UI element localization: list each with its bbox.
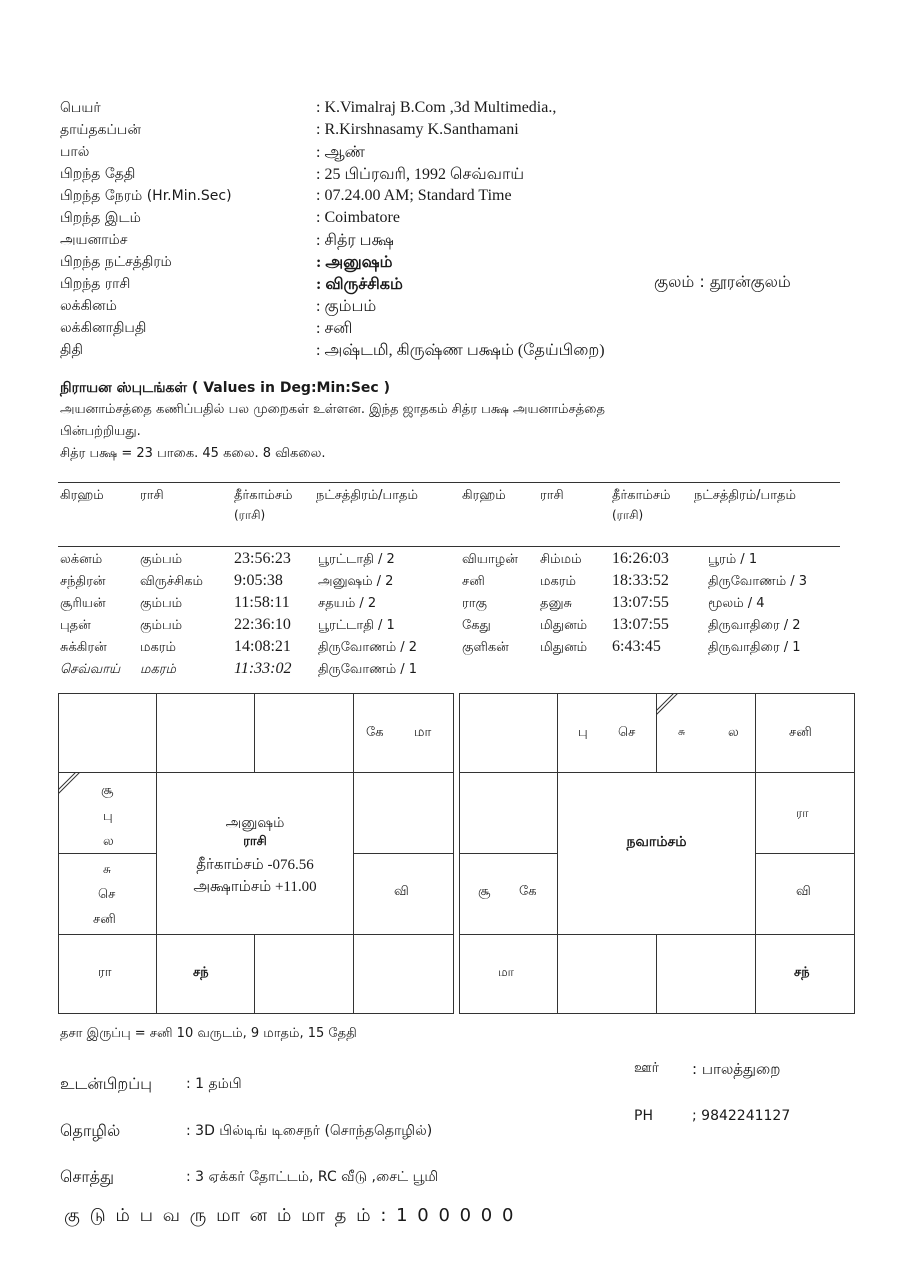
grid-line xyxy=(755,853,854,854)
table-subheader: (ராசி) xyxy=(612,508,644,522)
job-value: : 3D பில்டிங் டிசைநர் (சொந்ததொழில்) xyxy=(186,1123,433,1139)
corner-mark-icon xyxy=(58,772,82,796)
rasi-center-star: அனுஷம் xyxy=(225,815,285,831)
table-cell: விருச்சிகம் xyxy=(140,574,203,589)
table-cell: 22:36:10 xyxy=(234,616,291,633)
nirayana-paragraph-line2: பின்பற்றியது. xyxy=(60,424,141,439)
table-top-rule xyxy=(58,482,840,483)
oor-label: ஊர் xyxy=(634,1060,659,1076)
nirayana-paragraph-line1: அயனாம்சத்தை கணிப்பதில் பல முறைகள் உள்ளன. இந்த ஜாதகம் சித்ர பக்ஷ அயனாம்சத்தை xyxy=(60,402,605,417)
table-cell: தனுசு xyxy=(540,596,573,611)
grid-line xyxy=(353,693,354,1013)
rasi-planet: வி xyxy=(394,884,409,899)
table-cell: சதயம் / 2 xyxy=(318,596,377,611)
property-label: சொத்து xyxy=(60,1167,114,1186)
table-cell: குளிகன் xyxy=(462,640,509,655)
profile-label: தாய்தகப்பன் xyxy=(60,122,141,138)
table-cell: சுக்கிரன் xyxy=(60,640,107,655)
table-cell: கும்பம் xyxy=(140,552,183,567)
table-cell: 23:56:23 xyxy=(234,550,291,567)
navamsa-planet: சூ xyxy=(478,884,491,899)
grid-line xyxy=(755,693,756,1013)
rasi-planet: சனி xyxy=(93,912,116,927)
table-header: தீர்காம்சம் xyxy=(234,488,293,503)
ph-label: PH xyxy=(634,1108,653,1124)
table-cell: கும்பம் xyxy=(140,596,183,611)
table-cell: ராகு xyxy=(462,596,487,611)
table-cell: 13:07:55 xyxy=(612,594,669,611)
grid-line xyxy=(58,934,453,935)
profile-value: : K.Vimalraj B.Com ,3d Multimedia., xyxy=(316,99,557,116)
table-cell: கும்பம் xyxy=(140,618,183,633)
rasi-planet: கே xyxy=(366,725,384,740)
table-cell: திருவோணம் / 1 xyxy=(318,662,418,677)
profile-value: : Coimbatore xyxy=(316,209,400,226)
table-cell: கேது xyxy=(462,618,491,633)
profile-label: அயனாம்ச xyxy=(60,232,128,248)
grid-line xyxy=(353,853,453,854)
navamsa-planet: செ xyxy=(618,725,636,740)
grid-line xyxy=(557,693,558,1013)
rasi-planet: சந் xyxy=(193,965,209,980)
chitra-paksha: சித்ர பக்ஷ = 23 பாகை. 45 கலை. 8 விகலை. xyxy=(60,446,326,461)
table-header: தீர்காம்சம் xyxy=(612,488,671,503)
grid-line xyxy=(254,934,255,1013)
navamsa-center-title: நவாம்சம் xyxy=(626,834,687,850)
sibling-label: உடன்பிறப்பு xyxy=(60,1074,153,1093)
rasi-planet: ல xyxy=(103,834,114,849)
rasi-planet: சு xyxy=(103,862,111,876)
table-cell: சிம்மம் xyxy=(540,552,582,567)
table-cell: புதன் xyxy=(60,618,91,633)
profile-label: திதி xyxy=(60,342,83,358)
profile-value: : 07.24.00 AM; Standard Time xyxy=(316,187,512,204)
sibling-value: : 1 தம்பி xyxy=(186,1076,242,1092)
grid-line xyxy=(156,693,157,1013)
rasi-planet: மா xyxy=(414,725,432,740)
dasa-balance: தசா இருப்பு = சனி 10 வருடம், 9 மாதம், 15 தேதி xyxy=(60,1026,357,1041)
table-cell: 14:08:21 xyxy=(234,638,291,655)
profile-label: பிறந்த நேரம் (Hr.Min.Sec) xyxy=(60,188,232,204)
table-cell: மகரம் xyxy=(140,640,176,655)
profile-value: : 25 பிப்ரவரி, 1992 செவ்வாய் xyxy=(316,166,525,183)
profile-value: : அனுஷம் xyxy=(316,254,393,271)
navamsa-planet: சனி xyxy=(789,725,812,740)
profile-value: : R.Kirshnasamy K.Santhamani xyxy=(316,121,519,138)
profile-label: பெயர் xyxy=(60,100,101,116)
table-header: நட்சத்திரம்/பாதம் xyxy=(316,488,418,503)
profile-label: லக்கினம் xyxy=(60,298,117,314)
ph-value: ; 9842241127 xyxy=(692,1108,791,1124)
navamsa-planet: பு xyxy=(578,725,588,740)
table-cell: பூரட்டாதி / 2 xyxy=(318,552,395,567)
profile-label: பிறந்த இடம் xyxy=(60,210,141,226)
grid-line xyxy=(254,693,255,773)
navamsa-planet: கே xyxy=(519,884,537,899)
property-value: : 3 ஏக்கர் தோட்டம், RC வீடு ,சைட் பூமி xyxy=(186,1169,439,1185)
table-cell: மூலம் / 4 xyxy=(708,596,765,611)
table-cell: 9:05:38 xyxy=(234,572,283,589)
table-cell: அனுஷம் / 2 xyxy=(318,574,394,589)
navamsa-planet: சந் xyxy=(794,965,810,980)
rasi-longitude: தீர்காம்சம் -076.56 xyxy=(196,857,314,873)
table-header: ராசி xyxy=(540,488,564,503)
table-cell: லக்னம் xyxy=(60,552,103,567)
table-subheader: (ராசி) xyxy=(234,508,266,522)
table-cell: திருவோணம் / 3 xyxy=(708,574,808,589)
navamsa-planet: வி xyxy=(796,884,811,899)
navamsa-planet: சு xyxy=(678,725,686,738)
table-cell: மகரம் xyxy=(540,574,576,589)
grid-line xyxy=(58,853,156,854)
table-cell: மிதுனம் xyxy=(540,618,588,633)
table-cell: 13:07:55 xyxy=(612,616,669,633)
table-header: கிரஹம் xyxy=(462,488,506,503)
oor-value: : பாலத்துறை xyxy=(692,1060,781,1078)
table-cell: 18:33:52 xyxy=(612,572,669,589)
nirayana-title: நிராயன ஸ்புடங்கள் ( Values in Deg:Min:Sec ) xyxy=(60,380,390,396)
profile-label: பிறந்த நட்சத்திரம் xyxy=(60,254,172,270)
profile-value: : கும்பம் xyxy=(316,298,377,315)
grid-line xyxy=(58,772,453,773)
table-cell: செவ்வாய் xyxy=(60,662,121,677)
table-cell: மிதுனம் xyxy=(540,640,588,655)
navamsa-planet: ல xyxy=(728,725,739,740)
table-cell: திருவோணம் / 2 xyxy=(318,640,418,655)
navamsa-planet: மா xyxy=(498,965,514,979)
profile-value: : சித்ர பக்ஷ xyxy=(316,232,394,249)
profile-label: லக்கினாதிபதி xyxy=(60,320,147,336)
corner-mark-icon xyxy=(656,693,680,717)
profile-label: பால் xyxy=(60,144,90,160)
rasi-planet: பு xyxy=(103,809,113,824)
kulam: குலம் : தூரன்குலம் xyxy=(654,272,791,291)
rasi-center-title: ராசி xyxy=(243,834,267,849)
profile-value: : சனி xyxy=(316,320,353,337)
profile-value: : அஷ்டமி, கிருஷ்ண பக்ஷம் (தேய்பிறை) xyxy=(316,342,605,359)
table-cell: திருவாதிரை / 1 xyxy=(708,640,801,655)
table-cell: 6:43:45 xyxy=(612,638,661,655)
table-header: ராசி xyxy=(140,488,164,503)
profile-label: பிறந்த தேதி xyxy=(60,166,136,182)
table-cell: 11:33:02 xyxy=(234,660,292,677)
table-cell: சந்திரன் xyxy=(60,574,106,589)
table-cell: பூரட்டாதி / 1 xyxy=(318,618,395,633)
table-cell: சனி xyxy=(462,574,485,589)
profile-label: பிறந்த ராசி xyxy=(60,276,131,292)
profile-value: : விருச்சிகம் xyxy=(316,276,403,293)
profile-value: : ஆண் xyxy=(316,144,366,161)
table-cell: பூரம் / 1 xyxy=(708,552,758,567)
job-label: தொழில் xyxy=(60,1121,121,1140)
rasi-planet: செ xyxy=(98,887,116,902)
grid-line xyxy=(459,853,557,854)
rasi-latitude: அக்ஷாம்சம் +11.00 xyxy=(193,879,317,895)
rasi-planet: ரா xyxy=(98,965,112,980)
family-income: கு டு ம் ப வ ரு மா ன ம் மா த ம் : 1 0 0 0 0 0 xyxy=(64,1205,516,1226)
table-cell: 16:26:03 xyxy=(612,550,669,567)
table-header-rule xyxy=(58,546,840,547)
grid-line xyxy=(656,934,657,1013)
navamsa-planet: ரா xyxy=(796,806,809,820)
table-cell: சூரியன் xyxy=(60,596,106,611)
table-header: கிரஹம் xyxy=(60,488,104,503)
table-cell: வியாழன் xyxy=(462,552,518,567)
table-cell: மகரம் xyxy=(140,662,176,677)
table-cell: திருவாதிரை / 2 xyxy=(708,618,801,633)
table-header: நட்சத்திரம்/பாதம் xyxy=(694,488,796,503)
rasi-planet: சூ xyxy=(101,783,114,798)
table-cell: 11:58:11 xyxy=(234,594,290,611)
